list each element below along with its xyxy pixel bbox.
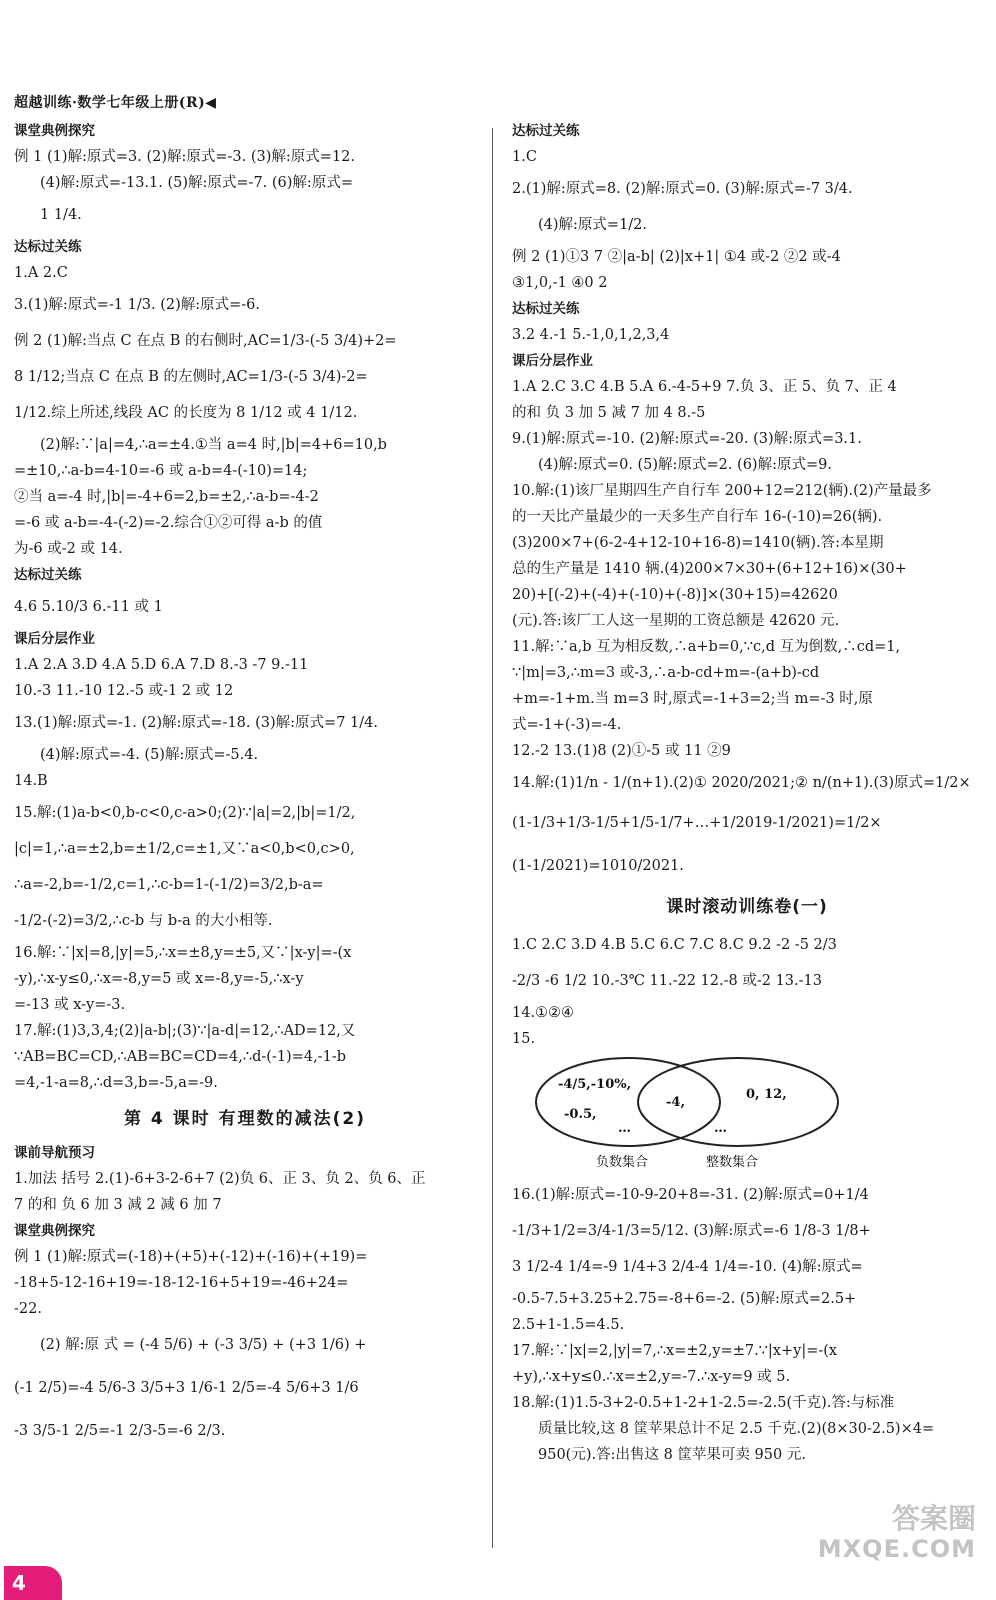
venn-overlap: -4, [666, 1095, 685, 1110]
section-heading: 课堂典例探究 [14, 123, 95, 139]
answer-line: 14.解:(1)1/n - 1/(n+1).(2)① 2020/2021;② n/(n+1).(3)原式=1/2× [512, 775, 971, 791]
answer-line: 的和 负 3 加 5 减 7 加 4 8.-5 [512, 405, 706, 421]
left-column [14, 118, 476, 1454]
answer-line: -18+5-12-16+19=-18-12-16+5+19=-46+24= [14, 1275, 349, 1291]
answer-line: -3 3/5-1 2/5=-1 2/3-5=-6 2/3. [14, 1423, 226, 1439]
answer-line: 4.6 5.10/3 6.-11 或 1 [14, 599, 163, 615]
venn-negative-only: -4/5,-10%, [558, 1077, 632, 1092]
answer-line: -0.5-7.5+3.25+2.75=-8+6=-2. (5)解:原式=2.5+ [512, 1291, 857, 1307]
answer-line: =-13 或 x-y=-3. [14, 997, 126, 1013]
answer-line: 1 1/4. [40, 207, 82, 223]
answer-line: =±10,∴a-b=4-10=-6 或 a-b=4-(-10)=14; [14, 463, 308, 479]
answer-line: (1-1/2021)=1010/2021. [512, 858, 684, 874]
answer-line: (2) 解:原 式 = (-4 5/6) + (-3 3/5) + (+3 1/6) + [40, 1337, 367, 1353]
answer-line: 例 2 (1)①3 7 ②|a-b| (2)|x+1| ①4 或-2 ②2 或-4 [512, 249, 841, 265]
page-header: 超越训练·数学七年级上册(R)◀ [14, 95, 217, 111]
section-heading: 课堂典例探究 [14, 1223, 95, 1239]
venn-label-integer: 整数集合 [706, 1155, 759, 1170]
answer-line: 7 的和 负 6 加 3 减 2 减 6 加 7 [14, 1197, 222, 1213]
answer-line: 式=-1+(-3)=-4. [512, 717, 622, 733]
answer-line: =4,-1-a=8,∴d=3,b=-5,a=-9. [14, 1075, 218, 1091]
right-column [512, 118, 982, 1468]
column-divider [492, 128, 493, 1548]
answer-line: (4)解:原式=0. (5)解:原式=2. (6)解:原式=9. [538, 457, 832, 473]
answer-line: =-6 或 a-b=-4-(-2)=-2.综合①②可得 a-b 的值 [14, 515, 323, 531]
answer-line: (1-1/3+1/3-1/5+1/5-1/7+…+1/2019-1/2021)=1/2× [512, 815, 882, 831]
answer-line: 14.B [14, 773, 48, 789]
answer-line: ∵|m|=3,∴m=3 或-3,∴a-b-cd+m=-(a+b)-cd [512, 665, 820, 681]
answer-line: 15.解:(1)a-b<0,b-c<0,c-a>0;(2)∵|a|=2,|b|=1/2, [14, 805, 356, 821]
page-number-badge: 4 [4, 1566, 62, 1600]
answer-line: 15. [512, 1031, 536, 1047]
answer-line: (4)解:原式=-13.1. (5)解:原式=-7. (6)解:原式= [40, 175, 353, 191]
answer-line: 12.-2 13.(1)8 (2)①-5 或 11 ②9 [512, 743, 731, 759]
answer-line: (3)200×7+(6-2-4+12-10+16-8)=1410(辆).答:本星期 [512, 535, 884, 551]
answer-line: (元).答:该厂工人这一星期的工资总额是 42620 元. [512, 613, 840, 629]
answer-line: 950(元).答:出售这 8 筐苹果可卖 950 元. [538, 1447, 806, 1463]
answer-line: 总的生产量是 1410 辆.(4)200×7×30+(6+12+16)×(30+ [512, 561, 907, 577]
answer-line: 17.解:∵|x|=2,|y|=7,∴x=±2,y=±7.∵|x+y|=-(x [512, 1343, 838, 1359]
watermark-line-1: 答案圈 [891, 1502, 976, 1535]
answer-line: 为-6 或-2 或 14. [14, 541, 123, 557]
lesson-title: 第 4 课时 有理数的减法(2) [124, 1109, 366, 1129]
answer-line: 例 2 (1)解:当点 C 在点 B 的右侧时,AC=1/3-(-5 3/4)+2= [14, 333, 397, 349]
answer-line: (4)解:原式=1/2. [538, 217, 648, 233]
answer-line: 13.(1)解:原式=-1. (2)解:原式=-18. (3)解:原式=7 1/4. [14, 715, 378, 731]
venn-diagram [528, 1052, 848, 1172]
answer-line: 18.解:(1)1.5-3+2-0.5+1-2+1-2.5=-2.5(千克).答:与标准 [512, 1395, 895, 1411]
section-heading: 课后分层作业 [14, 631, 95, 647]
answer-line: 10.解:(1)该厂星期四生产自行车 200+12=212(辆).(2)产量最多 [512, 483, 932, 499]
answer-line: 2.5+1-1.5=4.5. [512, 1317, 625, 1333]
answer-line: 1.加法 括号 2.(1)-6+3-2-6+7 (2)负 6、正 3、负 2、负 6、正 [14, 1171, 426, 1187]
answer-line: ∴a=-2,b=-1/2,c=1,∴c-b=1-(-1/2)=3/2,b-a= [14, 877, 324, 893]
answer-line: 质量比较,这 8 筐苹果总计不足 2.5 千克.(2)(8×30-2.5)×4= [538, 1421, 935, 1437]
answer-line: 3.(1)解:原式=-1 1/3. (2)解:原式=-6. [14, 297, 261, 313]
answer-line: 3 1/2-4 1/4=-9 1/4+3 2/4-4 1/4=-10. (4)解:原式= [512, 1259, 863, 1275]
answer-line: +m=-1+m.当 m=3 时,原式=-1+3=2;当 m=-3 时,原 [512, 691, 873, 707]
answer-line: 14.①②④ [512, 1005, 575, 1021]
answer-line: ②当 a=-4 时,|b|=-4+6=2,b=±2,∴a-b=-4-2 [14, 489, 319, 505]
answer-line: 2.(1)解:原式=8. (2)解:原式=0. (3)解:原式=-7 3/4. [512, 181, 853, 197]
answer-line: -1/3+1/2=3/4-1/3=5/12. (3)解:原式=-6 1/8-3 1/8+ [512, 1223, 871, 1239]
section-heading: 课后分层作业 [512, 353, 593, 369]
answer-line: (2)解:∵|a|=4,∴a=±4.①当 a=4 时,|b|=4+6=10,b [40, 437, 387, 453]
answer-line: (4)解:原式=-4. (5)解:原式=-5.4. [40, 747, 259, 763]
answer-line: 17.解:(1)3,3,4;(2)|a-b|;(3)∵|a-d|=12,∴AD=12,又 [14, 1023, 356, 1039]
answer-line: 10.-3 11.-10 12.-5 或-1 2 或 12 [14, 683, 234, 699]
review-test-title: 课时滚动训练卷(一) [666, 897, 828, 917]
answer-line: 1.C 2.C 3.D 4.B 5.C 6.C 7.C 8.C 9.2 -2 -5 2/3 [512, 937, 837, 953]
section-heading: 达标过关练 [14, 567, 82, 583]
venn-negative-dots: … [618, 1121, 631, 1136]
answer-line: 的一天比产量最少的一天多生产自行车 16-(-10)=26(辆). [512, 509, 883, 525]
answer-line: (-1 2/5)=-4 5/6-3 3/5+3 1/6-1 2/5=-4 5/6+3 1/6 [14, 1380, 359, 1396]
section-heading: 课前导航预习 [14, 1145, 95, 1161]
answer-line: 9.(1)解:原式=-10. (2)解:原式=-20. (3)解:原式=3.1. [512, 431, 862, 447]
answer-line: 20)+[(-2)+(-4)+(-10)+(-8)]×(30+15)=42620 [512, 587, 838, 603]
venn-negative-only-2: -0.5, [564, 1107, 597, 1122]
answer-line: 1/12.综上所述,线段 AC 的长度为 8 1/12 或 4 1/12. [14, 405, 358, 421]
section-heading: 达标过关练 [512, 123, 580, 139]
answer-line: ∵AB=BC=CD,∴AB=BC=CD=4,∴d-(-1)=4,-1-b [14, 1049, 346, 1065]
answer-line: 8 1/12;当点 C 在点 B 的左侧时,AC=1/3-(-5 3/4)-2= [14, 369, 368, 385]
answer-line: 3.2 4.-1 5.-1,0,1,2,3,4 [512, 327, 670, 343]
answer-line: 1.A 2.A 3.D 4.A 5.D 6.A 7.D 8.-3 -7 9.-11 [14, 657, 309, 673]
section-heading: 达标过关练 [14, 239, 82, 255]
answer-line: 1.A 2.C [14, 265, 68, 281]
answer-line: 1.A 2.C 3.C 4.B 5.A 6.-4-5+9 7.负 3、正 5、负 7、正 4 [512, 379, 897, 395]
answer-line: 11.解:∵a,b 互为相反数,∴a+b=0,∵c,d 互为倒数,∴cd=1, [512, 639, 901, 655]
watermark [796, 1504, 976, 1574]
venn-label-negative: 负数集合 [596, 1155, 649, 1170]
answer-line: -y),∴x-y≤0,∴x=-8,y=5 或 x=-8,y=-5,∴x-y [14, 971, 304, 987]
answer-line: 1.C [512, 149, 537, 165]
section-heading: 达标过关练 [512, 301, 580, 317]
watermark-line-2: MXQE.COM [817, 1535, 976, 1563]
answer-line: 例 1 (1)解:原式=3. (2)解:原式=-3. (3)解:原式=12. [14, 149, 356, 165]
venn-integer-only: 0, 12, [746, 1087, 787, 1102]
answer-line: -1/2-(-2)=3/2,∴c-b 与 b-a 的大小相等. [14, 913, 273, 929]
venn-integer-dots: … [714, 1121, 727, 1136]
answer-line: 16.(1)解:原式=-10-9-20+8=-31. (2)解:原式=0+1/4 [512, 1187, 869, 1203]
answer-line: |c|=1,∴a=±2,b=±1/2,c=±1,又∵a<0,b<0,c>0, [14, 841, 355, 857]
answer-line: ③1,0,-1 ④0 2 [512, 275, 608, 291]
answer-line: +y),∴x+y≤0.∴x=±2,y=-7.∴x-y=9 或 5. [512, 1369, 791, 1385]
answer-line: -22. [14, 1301, 42, 1317]
answer-line: 16.解:∵|x|=8,|y|=5,∴x=±8,y=±5,又∵|x-y|=-(x [14, 945, 352, 961]
answer-line: -2/3 -6 1/2 10.-3℃ 11.-22 12.-8 或-2 13.-13 [512, 973, 822, 989]
answer-line: 例 1 (1)解:原式=(-18)+(+5)+(-12)+(-16)+(+19)= [14, 1249, 368, 1265]
